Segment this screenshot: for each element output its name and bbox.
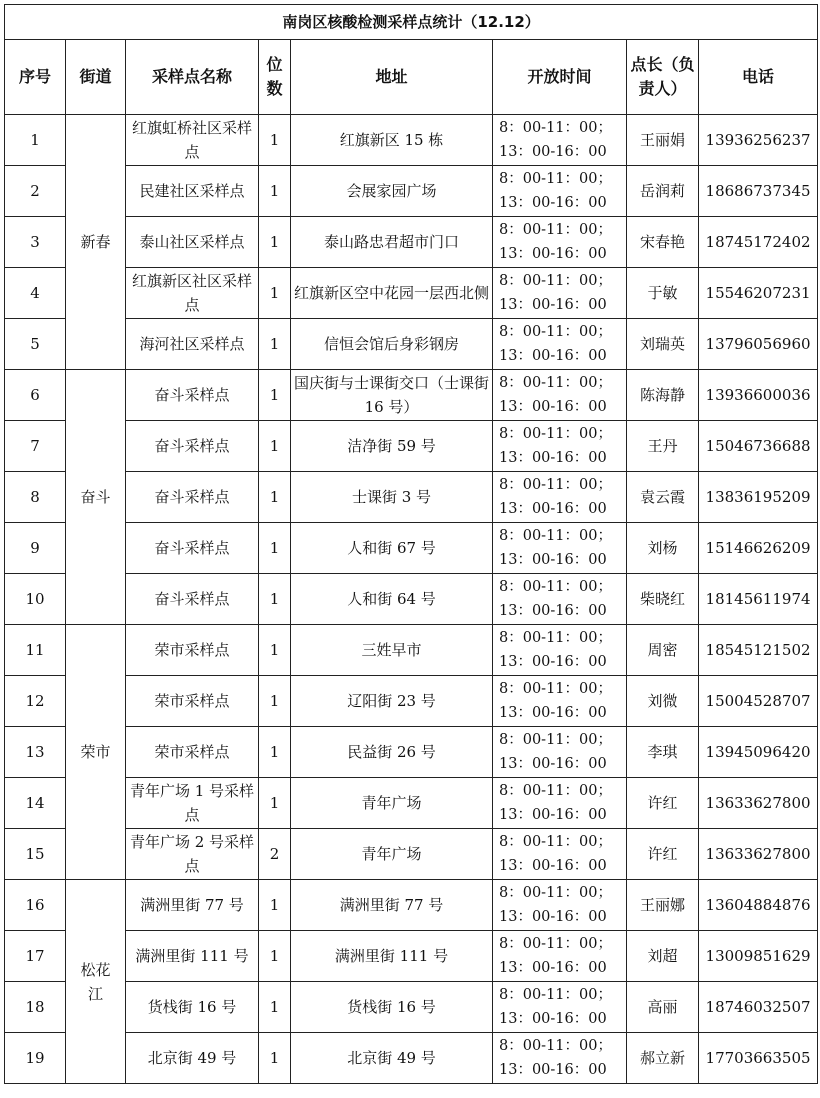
hours-line-2: 13：00-16：00: [499, 195, 607, 211]
cell-phone: 13936256237: [699, 115, 818, 166]
cell-street: 荣市: [66, 625, 126, 880]
cell-hours: [493, 676, 627, 727]
cell-count: 1: [259, 778, 291, 829]
cell-leader: 于敏: [627, 268, 699, 319]
header-leader: 点长（负责人）: [627, 40, 699, 115]
cell-hours: [493, 829, 627, 880]
cell-phone: 18545121502: [699, 625, 818, 676]
cell-count: 1: [259, 166, 291, 217]
table-row: [5, 931, 818, 982]
cell-count: 1: [259, 880, 291, 931]
hours-line-2: 13：00-16：00: [499, 501, 607, 517]
cell-leader: 王丽娟: [627, 115, 699, 166]
cell-street: 松花江: [66, 880, 126, 1084]
cell-hours: [493, 778, 627, 829]
hours-line-1: 8：00-11：00；: [499, 477, 612, 493]
cell-seq: 15: [5, 829, 66, 880]
table-row: [5, 574, 818, 625]
cell-address: 北京街 49 号: [291, 1033, 493, 1084]
cell-address: 人和街 67 号: [291, 523, 493, 574]
cell-count: 1: [259, 1033, 291, 1084]
cell-hours: [493, 472, 627, 523]
cell-count: 1: [259, 268, 291, 319]
cell-seq: 13: [5, 727, 66, 778]
cell-hours: [493, 166, 627, 217]
table-row: [5, 727, 818, 778]
table-row: [5, 829, 818, 880]
cell-phone: 13945096420: [699, 727, 818, 778]
cell-street: 奋斗: [66, 370, 126, 625]
hours-line-2: 13：00-16：00: [499, 858, 607, 874]
header-hours: 开放时间: [493, 40, 627, 115]
table-row: [5, 166, 818, 217]
cell-seq: 10: [5, 574, 66, 625]
cell-seq: 17: [5, 931, 66, 982]
cell-phone: 17703663505: [699, 1033, 818, 1084]
cell-site: 奋斗采样点: [126, 523, 259, 574]
cell-leader: 周密: [627, 625, 699, 676]
cell-seq: 9: [5, 523, 66, 574]
cell-count: 1: [259, 217, 291, 268]
cell-count: 1: [259, 982, 291, 1033]
hours-line-1: 8：00-11：00；: [499, 783, 612, 799]
cell-address: 国庆街与士课街交口（士课街 16 号）: [291, 370, 493, 421]
hours-line-1: 8：00-11：00；: [499, 732, 612, 748]
cell-phone: 13633627800: [699, 829, 818, 880]
hours-line-2: 13：00-16：00: [499, 1062, 607, 1078]
table-row: [5, 421, 818, 472]
table-body: [5, 115, 818, 1084]
cell-leader: 高丽: [627, 982, 699, 1033]
cell-seq: 8: [5, 472, 66, 523]
cell-leader: 岳润莉: [627, 166, 699, 217]
cell-seq: 14: [5, 778, 66, 829]
cell-leader: 许红: [627, 829, 699, 880]
cell-leader: 王丽娜: [627, 880, 699, 931]
cell-site: 荣市采样点: [126, 676, 259, 727]
hours-line-1: 8：00-11：00；: [499, 681, 612, 697]
hours-line-1: 8：00-11：00；: [499, 171, 612, 187]
header-count: 位数: [259, 40, 291, 115]
cell-phone: 13633627800: [699, 778, 818, 829]
hours-line-2: 13：00-16：00: [499, 807, 607, 823]
table-row: [5, 778, 818, 829]
table-row: [5, 217, 818, 268]
table-row: [5, 472, 818, 523]
cell-seq: 6: [5, 370, 66, 421]
cell-site: 货栈街 16 号: [126, 982, 259, 1033]
cell-leader: 陈海静: [627, 370, 699, 421]
hours-line-1: 8：00-11：00；: [499, 528, 612, 544]
cell-address: 辽阳街 23 号: [291, 676, 493, 727]
cell-address: 满洲里街 111 号: [291, 931, 493, 982]
header-site: 采样点名称: [126, 40, 259, 115]
cell-count: 1: [259, 421, 291, 472]
header-street: 街道: [66, 40, 126, 115]
cell-address: 货栈街 16 号: [291, 982, 493, 1033]
cell-hours: [493, 319, 627, 370]
cell-site: 奋斗采样点: [126, 421, 259, 472]
cell-address: 洁净街 59 号: [291, 421, 493, 472]
cell-hours: [493, 523, 627, 574]
hours-line-2: 13：00-16：00: [499, 399, 607, 415]
cell-phone: 13604884876: [699, 880, 818, 931]
cell-site: 民建社区采样点: [126, 166, 259, 217]
hours-line-2: 13：00-16：00: [499, 603, 607, 619]
cell-hours: [493, 115, 627, 166]
cell-count: 1: [259, 574, 291, 625]
cell-address: 青年广场: [291, 829, 493, 880]
hours-line-1: 8：00-11：00；: [499, 885, 612, 901]
hours-line-1: 8：00-11：00；: [499, 936, 612, 952]
hours-line-1: 8：00-11：00；: [499, 222, 612, 238]
cell-count: 1: [259, 676, 291, 727]
cell-phone: 15004528707: [699, 676, 818, 727]
cell-site: 北京街 49 号: [126, 1033, 259, 1084]
cell-address: 信恒会馆后身彩钢房: [291, 319, 493, 370]
table-row: [5, 880, 818, 931]
cell-site: 奋斗采样点: [126, 472, 259, 523]
cell-site: 奋斗采样点: [126, 574, 259, 625]
table-title: 南岗区核酸检测采样点统计（12.12）: [5, 5, 818, 40]
cell-phone: 13796056960: [699, 319, 818, 370]
hours-line-1: 8：00-11：00；: [499, 426, 612, 442]
cell-address: 会展家园广场: [291, 166, 493, 217]
table-row: [5, 370, 818, 421]
hours-line-1: 8：00-11：00；: [499, 579, 612, 595]
table-row: [5, 676, 818, 727]
cell-address: 满洲里街 77 号: [291, 880, 493, 931]
cell-leader: 李琪: [627, 727, 699, 778]
header-address: 地址: [291, 40, 493, 115]
cell-phone: 18745172402: [699, 217, 818, 268]
cell-seq: 11: [5, 625, 66, 676]
cell-phone: 13936600036: [699, 370, 818, 421]
cell-seq: 7: [5, 421, 66, 472]
cell-site: 满洲里街 111 号: [126, 931, 259, 982]
cell-address: 民益街 26 号: [291, 727, 493, 778]
cell-site: 青年广场 2 号采样点: [126, 829, 259, 880]
cell-address: 人和街 64 号: [291, 574, 493, 625]
cell-site: 青年广场 1 号采样点: [126, 778, 259, 829]
cell-site: 红旗虹桥社区采样点: [126, 115, 259, 166]
hours-line-1: 8：00-11：00；: [499, 630, 612, 646]
cell-leader: 刘杨: [627, 523, 699, 574]
cell-hours: [493, 982, 627, 1033]
hours-line-1: 8：00-11：00；: [499, 1038, 612, 1054]
cell-site: 海河社区采样点: [126, 319, 259, 370]
header-seq: 序号: [5, 40, 66, 115]
cell-seq: 12: [5, 676, 66, 727]
table-row: [5, 982, 818, 1033]
cell-leader: 王丹: [627, 421, 699, 472]
cell-count: 1: [259, 370, 291, 421]
cell-count: 1: [259, 727, 291, 778]
cell-leader: 刘微: [627, 676, 699, 727]
cell-hours: [493, 217, 627, 268]
cell-leader: 袁云霞: [627, 472, 699, 523]
cell-leader: 许红: [627, 778, 699, 829]
cell-hours: [493, 727, 627, 778]
hours-line-2: 13：00-16：00: [499, 1011, 607, 1027]
cell-seq: 18: [5, 982, 66, 1033]
cell-count: 1: [259, 931, 291, 982]
cell-seq: 2: [5, 166, 66, 217]
cell-address: 红旗新区 15 栋: [291, 115, 493, 166]
cell-seq: 19: [5, 1033, 66, 1084]
cell-leader: 柴晓红: [627, 574, 699, 625]
cell-phone: 13836195209: [699, 472, 818, 523]
hours-line-2: 13：00-16：00: [499, 450, 607, 466]
cell-phone: 18145611974: [699, 574, 818, 625]
hours-line-2: 13：00-16：00: [499, 348, 607, 364]
table-row: [5, 268, 818, 319]
cell-site: 泰山社区采样点: [126, 217, 259, 268]
cell-count: 1: [259, 625, 291, 676]
table-row: [5, 625, 818, 676]
header-phone: 电话: [699, 40, 818, 115]
cell-leader: 郝立新: [627, 1033, 699, 1084]
cell-phone: 15146626209: [699, 523, 818, 574]
sampling-sites-table: [4, 4, 818, 1084]
cell-leader: 刘瑞英: [627, 319, 699, 370]
cell-address: 青年广场: [291, 778, 493, 829]
cell-count: 1: [259, 523, 291, 574]
hours-line-2: 13：00-16：00: [499, 756, 607, 772]
hours-line-1: 8：00-11：00；: [499, 273, 612, 289]
hours-line-2: 13：00-16：00: [499, 246, 607, 262]
cell-site: 荣市采样点: [126, 625, 259, 676]
cell-site: 满洲里街 77 号: [126, 880, 259, 931]
cell-count: 1: [259, 319, 291, 370]
hours-line-1: 8：00-11：00；: [499, 987, 612, 1003]
table-row: [5, 523, 818, 574]
cell-address: 三姓早市: [291, 625, 493, 676]
cell-hours: [493, 931, 627, 982]
hours-line-2: 13：00-16：00: [499, 960, 607, 976]
cell-site: 奋斗采样点: [126, 370, 259, 421]
hours-line-2: 13：00-16：00: [499, 909, 607, 925]
cell-site: 荣市采样点: [126, 727, 259, 778]
hours-line-2: 13：00-16：00: [499, 654, 607, 670]
hours-line-1: 8：00-11：00；: [499, 120, 612, 136]
hours-line-1: 8：00-11：00；: [499, 375, 612, 391]
cell-address: 士课街 3 号: [291, 472, 493, 523]
hours-line-1: 8：00-11：00；: [499, 324, 612, 340]
cell-count: 2: [259, 829, 291, 880]
cell-seq: 4: [5, 268, 66, 319]
cell-seq: 1: [5, 115, 66, 166]
hours-line-1: 8：00-11：00；: [499, 834, 612, 850]
cell-site: 红旗新区社区采样点: [126, 268, 259, 319]
cell-hours: [493, 625, 627, 676]
cell-phone: 13009851629: [699, 931, 818, 982]
table-row: [5, 115, 818, 166]
header-row: [5, 40, 818, 115]
hours-line-2: 13：00-16：00: [499, 552, 607, 568]
cell-seq: 5: [5, 319, 66, 370]
cell-phone: 15546207231: [699, 268, 818, 319]
cell-hours: [493, 1033, 627, 1084]
cell-hours: [493, 574, 627, 625]
cell-phone: 15046736688: [699, 421, 818, 472]
cell-leader: 宋春艳: [627, 217, 699, 268]
cell-hours: [493, 421, 627, 472]
hours-line-2: 13：00-16：00: [499, 144, 607, 160]
cell-street: 新春: [66, 115, 126, 370]
table-row: [5, 1033, 818, 1084]
table-row: [5, 319, 818, 370]
hours-line-2: 13：00-16：00: [499, 705, 607, 721]
cell-seq: 3: [5, 217, 66, 268]
cell-address: 泰山路忠君超市门口: [291, 217, 493, 268]
cell-phone: 18746032507: [699, 982, 818, 1033]
hours-line-2: 13：00-16：00: [499, 297, 607, 313]
cell-phone: 18686737345: [699, 166, 818, 217]
cell-hours: [493, 370, 627, 421]
cell-count: 1: [259, 472, 291, 523]
cell-hours: [493, 880, 627, 931]
cell-address: 红旗新区空中花园一层西北侧: [291, 268, 493, 319]
cell-seq: 16: [5, 880, 66, 931]
cell-leader: 刘超: [627, 931, 699, 982]
cell-hours: [493, 268, 627, 319]
cell-count: 1: [259, 115, 291, 166]
